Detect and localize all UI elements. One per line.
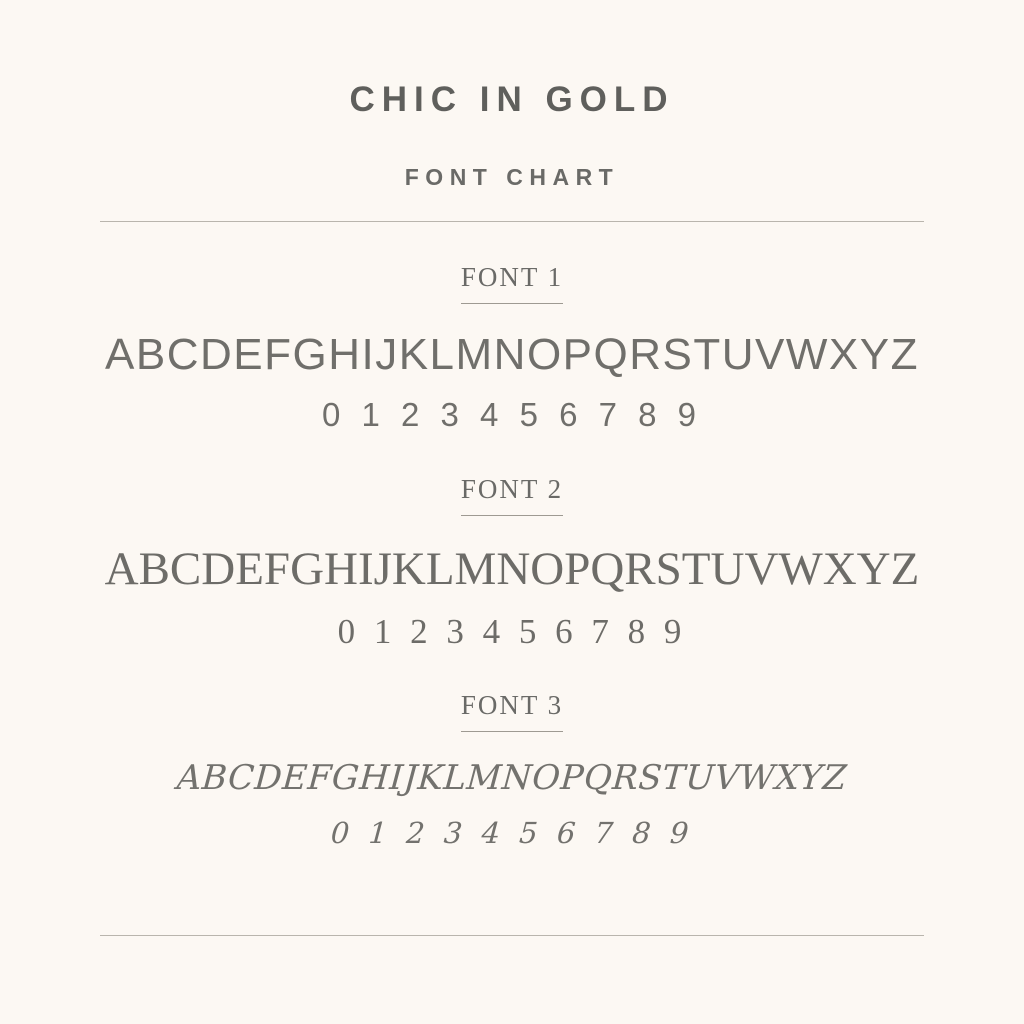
font-3-label: FONT 3 <box>461 690 563 732</box>
font-3-alphabet: ABCDEFGHIJKLMNOPQRSTUVWXYZ <box>175 758 849 798</box>
font-sample-2 <box>100 474 924 652</box>
font-2-label: FONT 2 <box>461 474 563 516</box>
font-2-alphabet: ABCDEFGHIJKLMNOPQRSTUVWXYZ <box>104 543 920 595</box>
header-divider <box>100 221 924 222</box>
font-1-alphabet: ABCDEFGHIJKLMNOPQRSTUVWXYZ <box>105 330 919 379</box>
font-sample-1 <box>100 262 924 434</box>
page-subtitle: FONT CHART <box>404 164 620 190</box>
font-3-numerals: 0 1 2 3 4 5 6 7 8 9 <box>329 816 695 850</box>
footer-divider <box>100 935 924 936</box>
font-1-label: FONT 1 <box>461 262 563 304</box>
font-sample-3 <box>100 690 924 850</box>
font-1-numerals: 0 1 2 3 4 5 6 7 8 9 <box>321 396 703 433</box>
font-2-numerals: 0 1 2 3 4 5 6 7 8 9 <box>337 612 687 651</box>
page-title: CHIC IN GOLD <box>349 80 675 119</box>
